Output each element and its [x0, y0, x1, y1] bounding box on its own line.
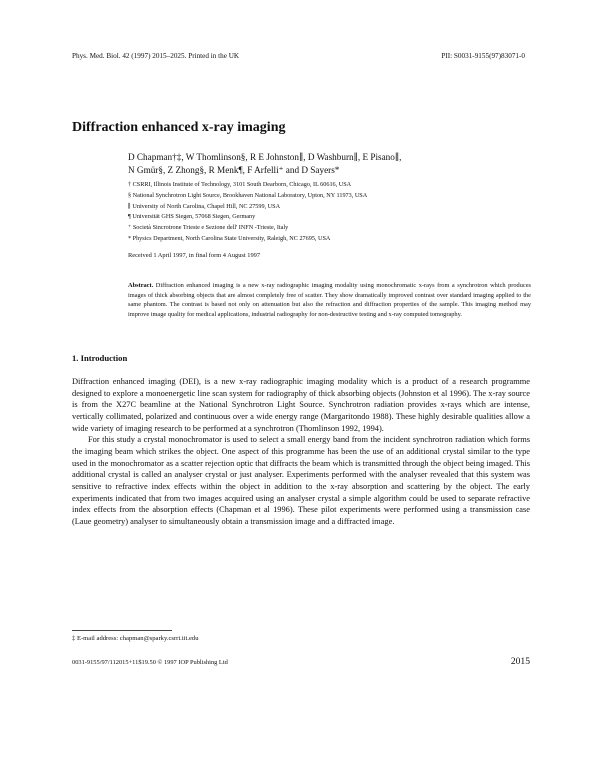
affiliation-list: [128, 180, 558, 245]
author-list: [128, 151, 548, 177]
section-heading: 1. Introduction: [72, 353, 128, 363]
footnote-email: ‡ E-mail address: chapman@sparky.csrri.iit.edu: [72, 635, 199, 642]
author-line: D Chapman†‡, W Thomlinson§, R E Johnston∥, D Washburn∥, E Pisano∥,: [128, 152, 402, 162]
body-text: [72, 376, 530, 528]
paragraph: For this study a crystal monochromator is used to select a small energy band from the incident synchrotron radiation which forms the imaging beam which strikes the object. One aspect of this programme has been the use of an additional crystal similar to the type used in the monochromator as a scatter rejection optic that diffracts the beam which is transmitted through the object being imaged. This additional crystal is called an analyser crystal or just analyser. Experiments performed with the analyser revealed that this system was sensitive to refractive index effects within the object in addition to the x-ray absorption and scattering by the object. The early experiments indicated that from two images acquired using an analyser crystal a simple algorithm could be used to separate refractive index effects from the absorption effects (Chapman et al 1996). These pilot experiments were performed using a transmission case (Laue geometry) analyser to simultaneously obtain a transmission image and a diffracted image.: [72, 435, 530, 526]
journal-citation: Phys. Med. Biol. 42 (1997) 2015–2025. Printed in the UK: [72, 52, 240, 60]
author-line: N Gmür§, Z Zhong§, R Menk¶, F Arfelli⁺ and D Sayers*: [128, 165, 340, 175]
affiliation: * Physics Department, North Carolina State University, Raleigh, NC 27695, USA: [128, 234, 331, 242]
page-number: 2015: [510, 656, 530, 667]
abstract-label: Abstract.: [128, 282, 154, 289]
abstract: [128, 281, 531, 319]
affiliation: ⁺ Società Sincrotrone Trieste e Sezione dell' INFN -Trieste, Italy: [128, 224, 289, 232]
paragraph: Diffraction enhanced imaging (DEI), is a new x-ray radiographic imaging modality which is a product of a research programme designed to explore a monoenergetic line scan system for radiography of thick absorbing objects (Johnston et al 1996). The x-ray source is from the X27C beamline at the National Synchrotron Light Source. Synchrotron radiation provides x-rays which are intense, vertically collimated, polarized and continuous over a wide energy range (Margaritondo 1988). These highly desirable qualities allow a wide variety of imaging research to be performed at a synchrotron (Thomlinson 1992, 1994).: [72, 377, 530, 433]
affiliation: ¶ Universität GHS Siegen, 57068 Siegen, Germany: [128, 213, 256, 221]
affiliation: † CSRRI, Illinois Institute of Technology, 3101 South Dearborn, Chicago, IL 60616, USA: [128, 181, 352, 188]
received-dates: Received 1 April 1997, in final form 4 August 1997: [128, 252, 261, 259]
paper-title: Diffraction enhanced x-ray imaging: [72, 120, 286, 135]
footnote-rule: [72, 630, 172, 631]
pii-identifier: PII: S0031-9155(97)83071-0: [441, 52, 525, 60]
affiliation: ∥ University of North Carolina, Chapel Hill, NC 27599, USA: [128, 202, 281, 210]
copyright-line: 0031-9155/97/112015+11$19.50 © 1997 IOP Publishing Ltd: [72, 659, 228, 666]
affiliation: § National Synchrotron Light Source, Brookhaven National Laboratory, Upton, NY 11973, USA: [128, 191, 368, 199]
abstract-text: Diffraction enhanced imaging is a new x-ray radiographic imaging modality using monochromatic x-rays from a synchrotron which produces images of thick absorbing objects that are almost completely free of scatter. They show dramatically improved contrast over standard imaging applied to the same phantom. The contrast is based not only on attenuation but also the refraction and diffraction properties of the sample. This imaging method may improve image quality for medical applications, industrial radiography for non-destructive testing and x-ray computed tomography.: [128, 282, 532, 318]
